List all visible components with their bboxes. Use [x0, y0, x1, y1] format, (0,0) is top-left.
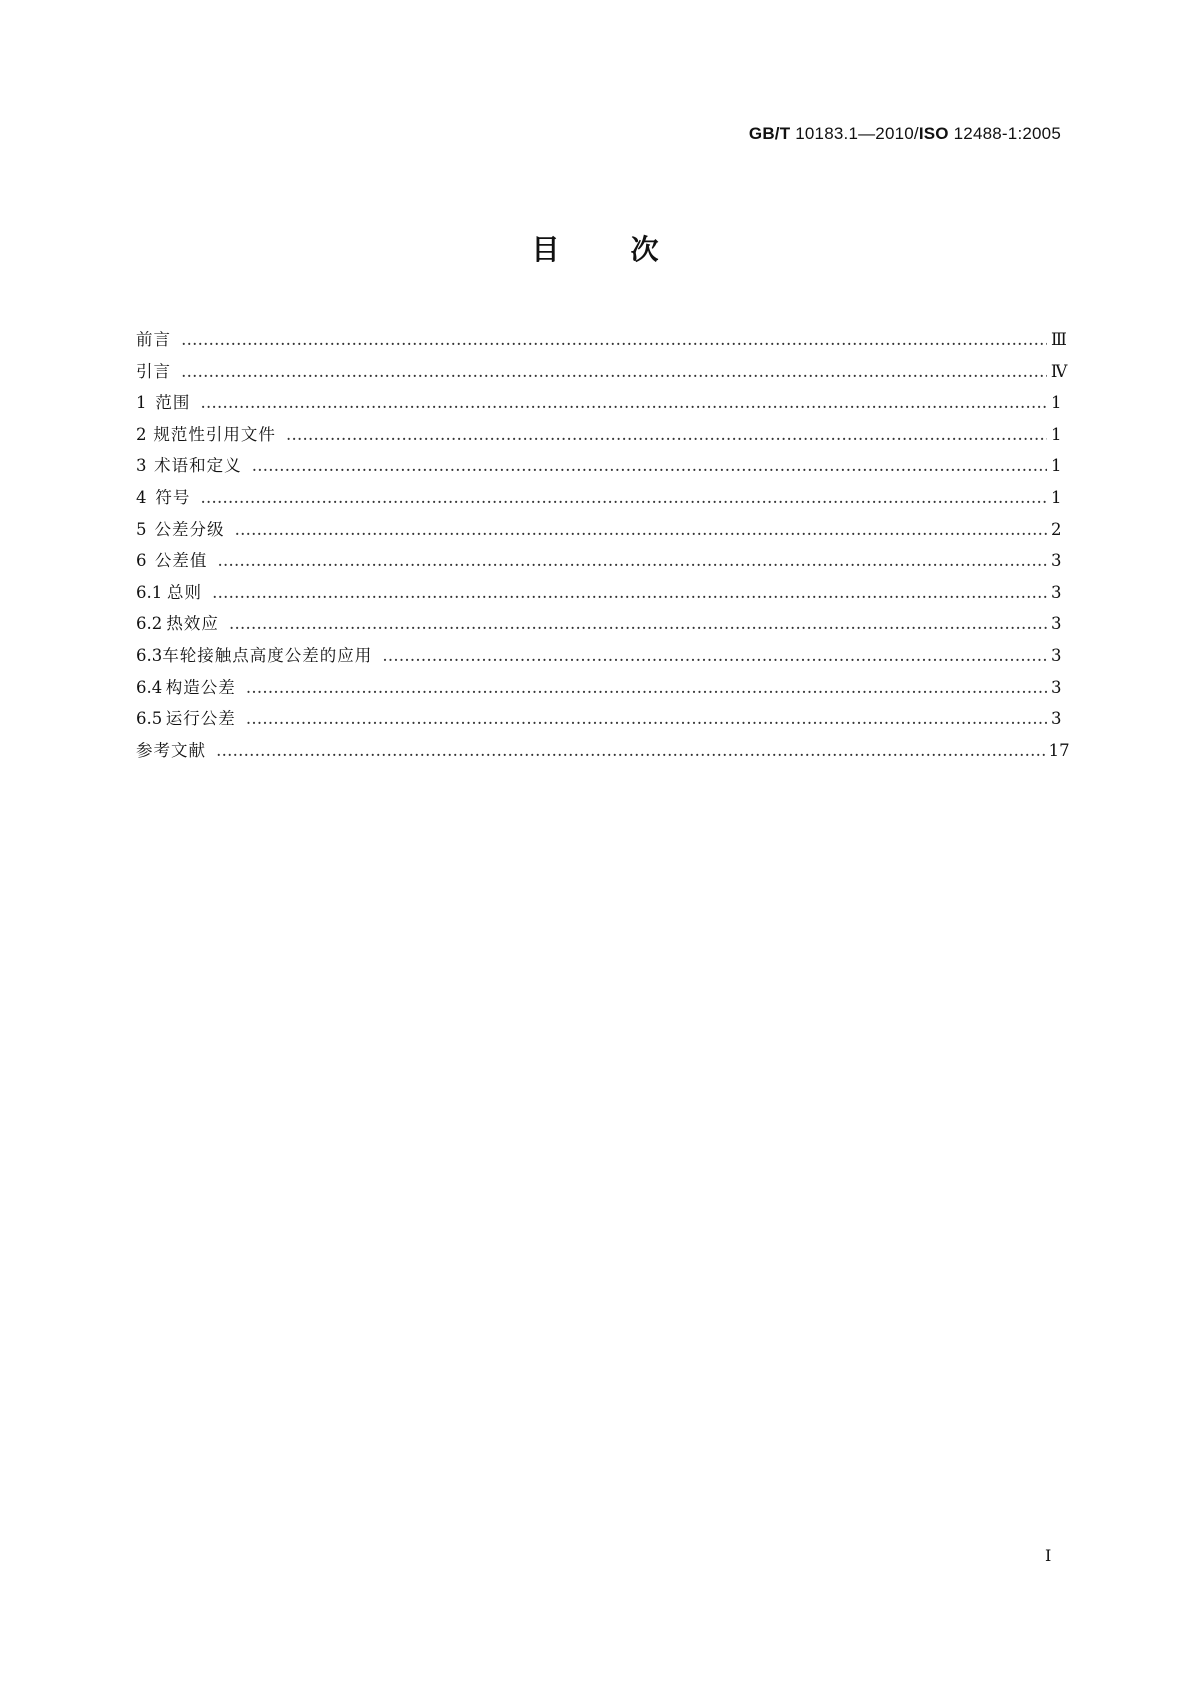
- toc-entry-label: 热效应: [166, 614, 219, 634]
- toc-entry-number: 2: [136, 424, 147, 444]
- toc-entry-page: 3: [1051, 709, 1062, 729]
- toc-entry-label: 公差分级: [154, 519, 225, 539]
- toc-entry-tolerance-classes[interactable]: [136, 516, 1061, 548]
- toc-entry-tolerance-values[interactable]: [136, 547, 1061, 579]
- toc-entry-page: 3: [1051, 551, 1062, 571]
- toc-entry-operating-tolerances[interactable]: [136, 705, 1061, 737]
- toc-entry-page: 1: [1051, 487, 1062, 507]
- toc-entry-page: 3: [1051, 582, 1062, 602]
- toc-leader-dots: [252, 456, 1047, 475]
- toc-entry-bibliography[interactable]: [136, 737, 1070, 769]
- toc-entry-number: 1: [136, 393, 147, 413]
- toc-entry-general[interactable]: [136, 579, 1061, 611]
- toc-entry-number: 3: [136, 456, 147, 476]
- toc-entry-number: 6.3: [136, 645, 163, 665]
- toc-entry-thermal-effects[interactable]: [136, 610, 1061, 642]
- std-prefix: GB/T: [748, 124, 791, 143]
- toc-entry-page: 3: [1051, 645, 1062, 665]
- toc-leader-dots: [200, 393, 1047, 412]
- toc-leader-dots: [246, 709, 1047, 728]
- toc-entry-foreword[interactable]: [136, 326, 1067, 358]
- standard-header: [749, 124, 1061, 144]
- toc-entry-page: 1: [1051, 393, 1062, 413]
- toc-entry-page: 3: [1051, 614, 1062, 634]
- table-of-contents: [136, 326, 1070, 768]
- toc-entry-label: 范围: [155, 393, 191, 413]
- toc-entry-page: 1: [1051, 424, 1062, 444]
- toc-entry-page: 3: [1051, 677, 1062, 697]
- toc-leader-dots: [212, 583, 1047, 602]
- toc-entry-label: 公差值: [154, 551, 208, 571]
- page-number: I: [1045, 1546, 1052, 1565]
- toc-entry-label: 规范性引用文件: [153, 424, 276, 444]
- toc-leader-dots: [246, 678, 1047, 697]
- toc-entry-number: 6.5: [136, 709, 163, 729]
- toc-leader-dots: [217, 551, 1047, 570]
- toc-entry-label: 术语和定义: [154, 456, 242, 476]
- toc-entry-scope[interactable]: [136, 389, 1061, 421]
- toc-leader-dots: [382, 646, 1047, 665]
- toc-entry-label: 车轮接触点高度公差的应用: [162, 645, 373, 665]
- toc-entry-label: 符号: [155, 487, 191, 507]
- toc-entry-terms-definitions[interactable]: [136, 452, 1061, 484]
- toc-leader-dots: [181, 330, 1047, 349]
- toc-entry-number: 6.4: [136, 677, 163, 697]
- toc-leader-dots: [286, 425, 1047, 444]
- toc-leader-dots: [235, 520, 1047, 539]
- toc-entry-number: 4: [136, 487, 147, 507]
- toc-leader-dots: [229, 614, 1047, 633]
- toc-entry-label: 构造公差: [165, 677, 236, 697]
- toc-entry-label: 前言: [136, 330, 171, 349]
- toc-entry-introduction[interactable]: [136, 358, 1068, 390]
- toc-entry-symbols[interactable]: [136, 484, 1061, 516]
- iso-prefix: ISO: [918, 124, 949, 143]
- toc-entry-page: Ⅲ: [1051, 330, 1067, 349]
- toc-entry-number: 6: [136, 551, 147, 571]
- toc-title: [0, 228, 1191, 268]
- toc-entry-construction-tolerances[interactable]: [136, 674, 1061, 706]
- iso-number: 12488-1:2005: [948, 124, 1061, 143]
- toc-entry-wheel-contact-height[interactable]: [136, 642, 1061, 674]
- toc-entry-label: 参考文献: [136, 740, 206, 760]
- toc-leader-dots: [200, 488, 1047, 507]
- toc-entry-normative-references[interactable]: [136, 421, 1061, 453]
- toc-title-char-2: 次: [630, 233, 660, 266]
- toc-title-char-1: 目: [531, 233, 561, 266]
- toc-entry-page: 17: [1048, 740, 1070, 760]
- toc-entry-number: 6.1: [136, 582, 163, 602]
- toc-entry-number: 5: [136, 519, 147, 539]
- toc-entry-label: 运行公差: [165, 709, 236, 729]
- toc-entry-page: 1: [1051, 456, 1062, 476]
- toc-leader-dots: [216, 741, 1045, 760]
- toc-entry-number: 6.2: [136, 614, 163, 634]
- toc-entry-label: 总则: [166, 582, 202, 602]
- toc-leader-dots: [181, 362, 1047, 381]
- toc-entry-page: 2: [1051, 519, 1062, 539]
- std-number: 10183.1—2010/: [790, 124, 919, 143]
- toc-entry-page: Ⅳ: [1050, 361, 1068, 381]
- toc-entry-label: 引言: [136, 361, 171, 381]
